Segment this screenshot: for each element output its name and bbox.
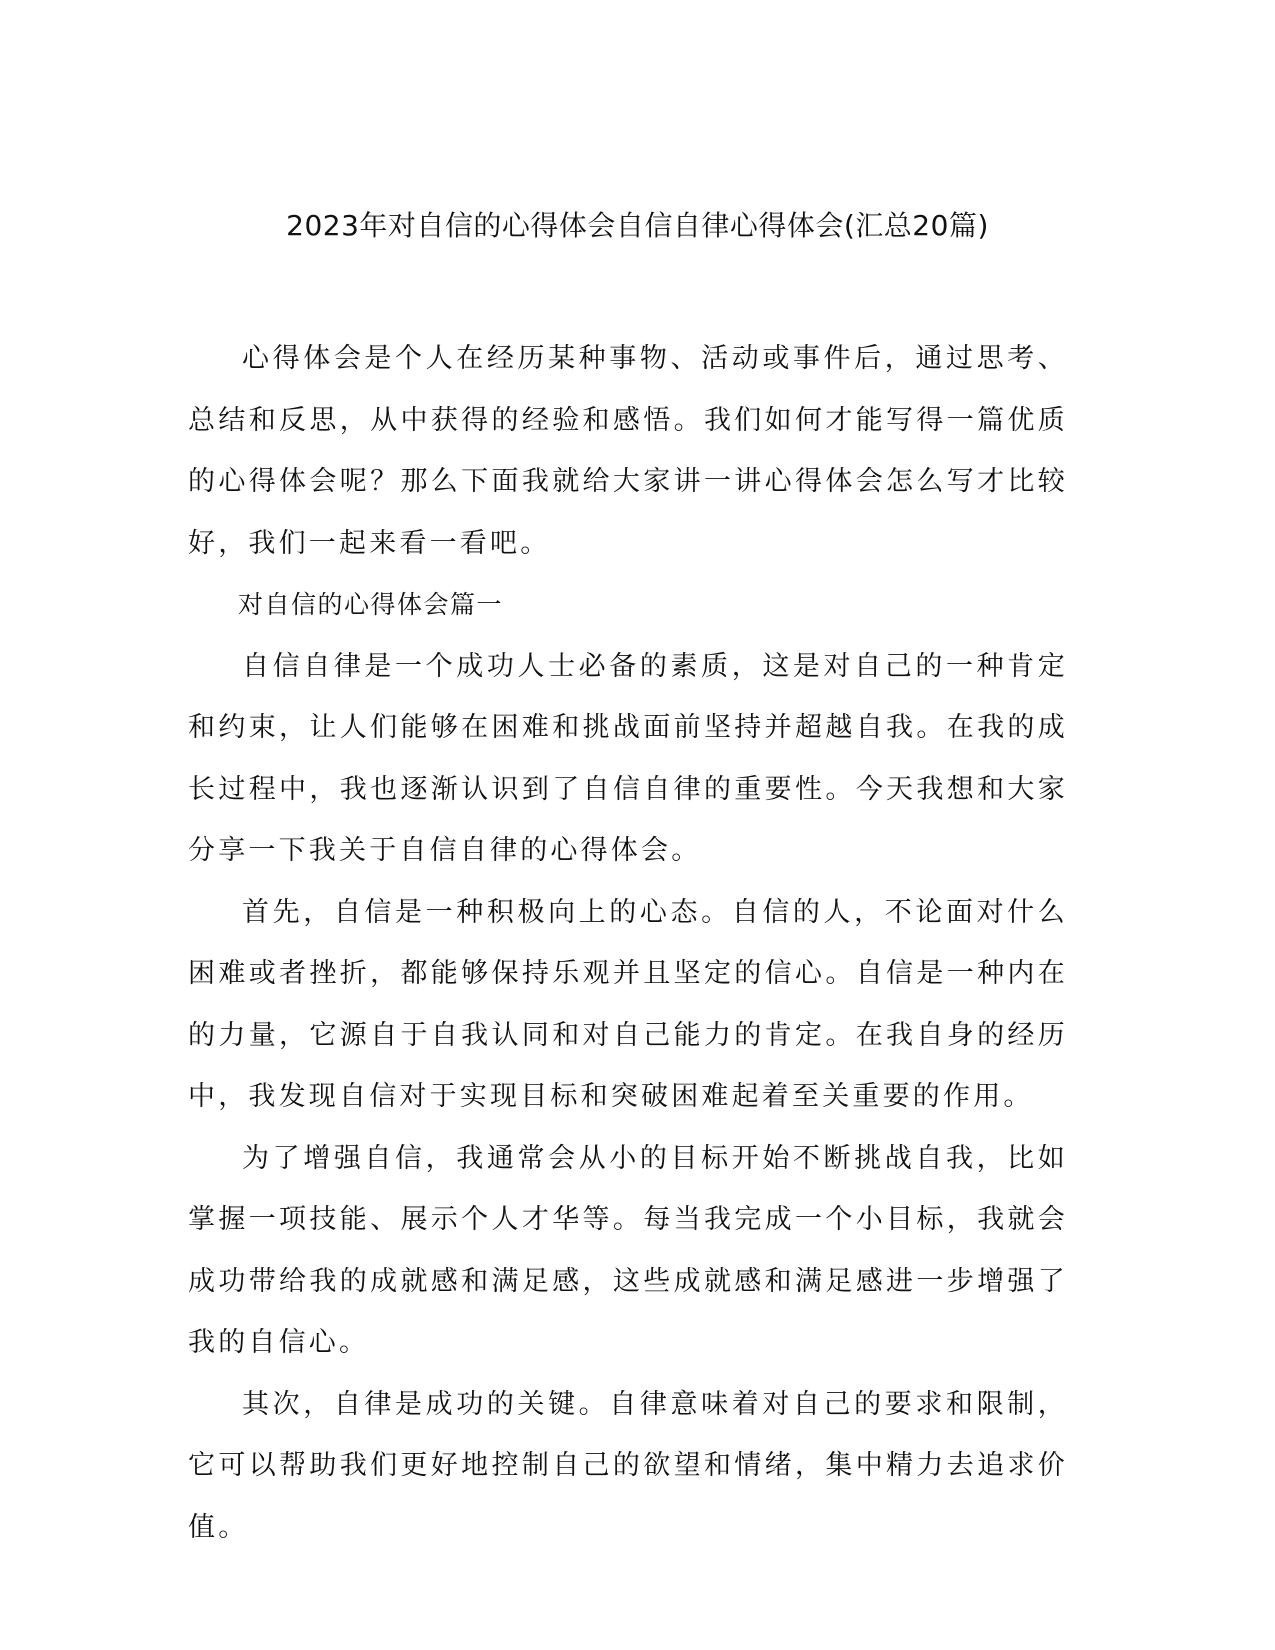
document-title: 2023年对自信的心得体会自信自律心得体会(汇总20篇) (286, 209, 989, 242)
body-paragraph: 自信自律是一个成功人士必备的素质，这是对自己的一种肯定和约束，让人们能够在困难和挑战面前坚持并超越自我。在我的成长过程中，我也逐渐认识到了自信自律的重要性。今天我想和大家分享一下我关于自信自律的心得体会。 (188, 650, 1068, 866)
body-paragraph: 为了增强自信，我通常会从小的目标开始不断挑战自我，比如掌握一项技能、展示个人才华等。每当我完成一个小目标，我就会成功带给我的成就感和满足感，这些成就感和满足感进一步增强了我的自信心。 (188, 1142, 1068, 1358)
body-paragraph: 其次，自律是成功的关键。自律意味着对自己的要求和限制，它可以帮助我们更好地控制自己的欲望和情绪，集中精力去追求价值。 (188, 1388, 1068, 1543)
intro-paragraph: 心得体会是个人在经历某种事物、活动或事件后，通过思考、总结和反思，从中获得的经验和感悟。我们如何才能写得一篇优质的心得体会呢？那么下面我就给大家讲一讲心得体会怎么写才比较好，我们一起来看一看吧。 (188, 343, 1068, 559)
section-heading: 对自信的心得体会篇一 (238, 590, 504, 619)
body-paragraph: 首先，自信是一种积极向上的心态。自信的人，不论面对什么困难或者挫折，都能够保持乐观并且坚定的信心。自信是一种内在的力量，它源自于自我认同和对自己能力的肯定。在我自身的经历中，我发现自信对于实现目标和突破困难起着至关重要的作用。 (188, 896, 1068, 1112)
document-body (188, 328, 1068, 1558)
